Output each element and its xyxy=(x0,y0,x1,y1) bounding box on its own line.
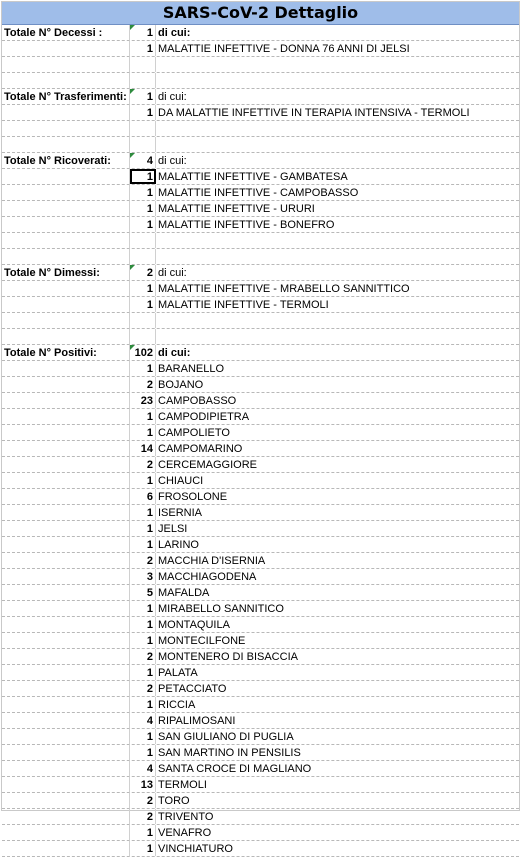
count-value: 4 xyxy=(146,763,153,775)
description-cell[interactable]: TRIVENTO xyxy=(158,811,214,823)
description-cell[interactable]: di cui: xyxy=(158,347,191,359)
row-label-cell[interactable] xyxy=(2,137,130,152)
description-cell[interactable] xyxy=(156,121,519,136)
row-label-cell[interactable] xyxy=(2,361,130,376)
count-cell[interactable] xyxy=(130,457,156,472)
row-label-cell[interactable] xyxy=(2,441,130,456)
row-label-cell[interactable] xyxy=(2,281,130,296)
row-label-cell[interactable] xyxy=(2,57,130,72)
description-cell[interactable]: CAMPOLIETO xyxy=(158,427,230,439)
description-cell[interactable] xyxy=(156,233,519,248)
count-cell[interactable] xyxy=(130,537,156,552)
count-value: 1 xyxy=(146,635,153,647)
table-row xyxy=(2,377,519,393)
count-cell[interactable] xyxy=(130,681,156,696)
row-label-cell[interactable] xyxy=(2,633,130,648)
count-cell[interactable] xyxy=(130,41,156,56)
table-row xyxy=(2,425,519,441)
count-cell[interactable] xyxy=(130,153,156,168)
count-value: 1 xyxy=(146,699,153,711)
count-value: 2 xyxy=(146,795,153,807)
row-label-cell[interactable] xyxy=(2,297,130,312)
count-cell[interactable] xyxy=(130,249,156,264)
count-cell[interactable] xyxy=(130,73,156,88)
table-row xyxy=(2,73,519,89)
count-cell[interactable] xyxy=(130,345,156,360)
count-cell[interactable] xyxy=(130,57,156,72)
table-row xyxy=(2,617,519,633)
description-cell[interactable]: LARINO xyxy=(158,539,199,551)
count-cell[interactable] xyxy=(130,265,156,280)
table-row xyxy=(2,585,519,601)
description-cell[interactable] xyxy=(156,57,519,72)
row-label-cell[interactable] xyxy=(2,809,130,824)
count-cell[interactable] xyxy=(130,633,156,648)
row-label-cell[interactable] xyxy=(2,505,130,520)
description-cell[interactable]: BOJANO xyxy=(158,379,204,391)
row-label-cell[interactable]: Totale N° Trasferimenti: xyxy=(2,89,130,104)
row-label-cell[interactable] xyxy=(2,777,130,792)
table-row xyxy=(2,393,519,409)
row-label-cell[interactable] xyxy=(2,169,130,184)
table-row xyxy=(2,153,519,169)
table-row xyxy=(2,233,519,249)
description-cell[interactable]: TERMOLI xyxy=(158,779,207,791)
count-value: 1 xyxy=(146,363,153,375)
count-cell[interactable] xyxy=(130,217,156,232)
count-value: 2 xyxy=(146,267,153,279)
description-cell[interactable]: MAFALDA xyxy=(158,587,210,599)
table-row xyxy=(2,89,519,105)
spreadsheet xyxy=(1,1,520,855)
table-row xyxy=(2,633,519,649)
description-cell[interactable]: CERCEMAGGIORE xyxy=(158,459,258,471)
table-row xyxy=(2,697,519,713)
row-label-cell[interactable] xyxy=(2,841,130,856)
table-row xyxy=(2,489,519,505)
count-cell[interactable] xyxy=(130,649,156,664)
count-value: 13 xyxy=(140,779,153,791)
description-cell[interactable]: BARANELLO xyxy=(158,363,225,375)
count-value: 4 xyxy=(146,155,153,167)
count-value: 1 xyxy=(146,43,153,55)
table-row xyxy=(2,409,519,425)
table-row xyxy=(2,761,519,777)
table-row xyxy=(2,41,519,57)
table-row xyxy=(2,297,519,313)
table-row xyxy=(2,441,519,457)
table-row xyxy=(2,57,519,73)
row-label-cell[interactable] xyxy=(2,457,130,472)
description-cell[interactable]: di cui: xyxy=(158,27,191,39)
table-row xyxy=(2,265,519,281)
row-label-cell[interactable] xyxy=(2,601,130,616)
row-label-cell[interactable] xyxy=(2,473,130,488)
description-cell[interactable]: FROSOLONE xyxy=(158,491,228,503)
count-value: 1 xyxy=(146,107,153,119)
row-label-cell[interactable] xyxy=(2,825,130,840)
table-row xyxy=(2,105,519,121)
count-value: 1 xyxy=(146,411,153,423)
row-label-cell[interactable] xyxy=(2,569,130,584)
row-label-cell[interactable] xyxy=(2,201,130,216)
table-row xyxy=(2,281,519,297)
table-row xyxy=(2,601,519,617)
row-label-cell[interactable] xyxy=(2,409,130,424)
table-row xyxy=(2,537,519,553)
row-label-cell[interactable] xyxy=(2,425,130,440)
description-cell[interactable]: MALATTIE INFETTIVE - GAMBATESA xyxy=(158,171,348,183)
table-row xyxy=(2,345,519,361)
row-label-cell[interactable] xyxy=(2,793,130,808)
comment-indicator-icon xyxy=(130,153,135,158)
description-cell[interactable]: MONTAQUILA xyxy=(158,619,230,631)
row-label-cell[interactable] xyxy=(2,665,130,680)
count-value: 1 xyxy=(146,507,153,519)
description-cell[interactable]: MALATTIE INFETTIVE - CAMPOBASSO xyxy=(158,187,359,199)
table-row xyxy=(2,137,519,153)
count-value: 1 xyxy=(146,475,153,487)
table-row xyxy=(2,521,519,537)
selected-count-cell[interactable] xyxy=(130,169,156,184)
count-value: 1 xyxy=(146,539,153,551)
row-label-cell[interactable] xyxy=(2,233,130,248)
count-value: 14 xyxy=(140,443,153,455)
table-row xyxy=(2,313,519,329)
comment-indicator-icon xyxy=(130,265,135,270)
count-value: 102 xyxy=(134,347,153,359)
row-label-cell[interactable] xyxy=(2,553,130,568)
description-cell[interactable]: di cui: xyxy=(158,267,187,279)
count-value: 1 xyxy=(146,187,153,199)
description-cell[interactable]: di cui: xyxy=(158,155,187,167)
row-label-cell[interactable] xyxy=(2,681,130,696)
count-cell[interactable] xyxy=(130,25,156,40)
table-body xyxy=(2,25,519,857)
count-value: 1 xyxy=(146,299,153,311)
count-value: 1 xyxy=(146,91,153,103)
count-cell[interactable] xyxy=(130,825,156,840)
comment-indicator-icon xyxy=(130,345,135,350)
table-row xyxy=(2,825,519,841)
table-row xyxy=(2,249,519,265)
table-row xyxy=(2,169,519,185)
count-cell[interactable] xyxy=(130,601,156,616)
description-cell[interactable]: VENAFRO xyxy=(158,827,212,839)
row-label-cell[interactable] xyxy=(2,761,130,776)
count-value: 2 xyxy=(146,555,153,567)
count-cell[interactable] xyxy=(130,121,156,136)
count-value: 1 xyxy=(146,203,153,215)
count-cell[interactable] xyxy=(130,585,156,600)
count-value: 2 xyxy=(146,651,153,663)
count-cell[interactable] xyxy=(130,793,156,808)
count-cell[interactable] xyxy=(130,761,156,776)
count-cell[interactable] xyxy=(130,713,156,728)
count-cell[interactable] xyxy=(130,89,156,104)
description-cell[interactable]: PETACCIATO xyxy=(158,683,227,695)
description-cell[interactable] xyxy=(156,73,519,88)
description-cell[interactable]: CAMPOBASSO xyxy=(158,395,237,407)
row-label-cell[interactable] xyxy=(2,489,130,504)
table-row xyxy=(2,121,519,137)
description-cell[interactable]: MONTENERO DI BISACCIA xyxy=(158,651,298,663)
description-cell[interactable] xyxy=(156,249,519,264)
count-cell[interactable] xyxy=(130,745,156,760)
description-cell[interactable]: CAMPOMARINO xyxy=(158,443,243,455)
count-value: 2 xyxy=(146,459,153,471)
row-label-cell[interactable] xyxy=(2,729,130,744)
count-value: 1 xyxy=(146,427,153,439)
row-label-cell[interactable] xyxy=(2,121,130,136)
count-value: 23 xyxy=(140,395,153,407)
row-label-cell[interactable] xyxy=(2,585,130,600)
description-cell[interactable]: JELSI xyxy=(158,523,188,535)
table-row xyxy=(2,505,519,521)
count-value: 1 xyxy=(146,27,153,39)
count-value: 2 xyxy=(146,683,153,695)
count-cell[interactable] xyxy=(130,393,156,408)
table-row xyxy=(2,553,519,569)
table-row xyxy=(2,457,519,473)
description-cell[interactable]: MALATTIE INFETTIVE - BONEFRO xyxy=(158,219,335,231)
count-value: 1 xyxy=(146,171,153,183)
row-label-cell[interactable] xyxy=(2,713,130,728)
count-value: 1 xyxy=(146,283,153,295)
description-cell[interactable]: SAN MARTINO IN PENSILIS xyxy=(158,747,301,759)
table-row xyxy=(2,713,519,729)
count-cell[interactable] xyxy=(130,505,156,520)
count-value: 5 xyxy=(146,587,153,599)
row-label-cell[interactable] xyxy=(2,249,130,264)
description-cell[interactable]: MALATTIE INFETTIVE - TERMOLI xyxy=(158,299,329,311)
count-cell[interactable] xyxy=(130,665,156,680)
count-value: 2 xyxy=(146,379,153,391)
count-cell[interactable] xyxy=(130,729,156,744)
description-cell[interactable]: RICCIA xyxy=(158,699,196,711)
description-cell[interactable]: PALATA xyxy=(158,667,198,679)
count-cell[interactable] xyxy=(130,489,156,504)
row-label-cell[interactable] xyxy=(2,41,130,56)
row-label-cell[interactable] xyxy=(2,73,130,88)
description-cell[interactable]: MIRABELLO SANNITICO xyxy=(158,603,284,615)
table-row xyxy=(2,809,519,825)
count-cell[interactable] xyxy=(130,313,156,328)
row-label-cell[interactable] xyxy=(2,649,130,664)
sheet-title: SARS-CoV-2 Dettaglio xyxy=(2,2,519,25)
count-cell[interactable] xyxy=(130,137,156,152)
count-cell[interactable] xyxy=(130,777,156,792)
description-cell[interactable]: MACCHIA D'ISERNIA xyxy=(158,555,266,567)
row-label-cell[interactable]: Totale N° Ricoverati: xyxy=(2,153,130,168)
count-cell[interactable] xyxy=(130,233,156,248)
count-value: 1 xyxy=(146,667,153,679)
comment-indicator-icon xyxy=(130,89,135,94)
description-cell[interactable]: MALATTIE INFETTIVE - URURI xyxy=(158,203,315,215)
row-label-cell[interactable] xyxy=(2,105,130,120)
description-cell[interactable] xyxy=(156,329,519,344)
description-cell[interactable]: RIPALIMOSANI xyxy=(158,715,236,727)
table-row xyxy=(2,473,519,489)
description-cell[interactable]: SANTA CROCE DI MAGLIANO xyxy=(158,763,312,775)
count-cell[interactable] xyxy=(130,361,156,376)
count-cell[interactable] xyxy=(130,521,156,536)
count-cell[interactable] xyxy=(130,569,156,584)
count-cell[interactable] xyxy=(130,105,156,120)
row-label-cell[interactable] xyxy=(2,217,130,232)
count-value: 1 xyxy=(146,843,153,855)
count-cell[interactable] xyxy=(130,425,156,440)
count-cell[interactable] xyxy=(130,281,156,296)
count-cell[interactable] xyxy=(130,697,156,712)
count-value: 2 xyxy=(146,811,153,823)
description-cell[interactable]: VINCHIATURO xyxy=(158,843,233,855)
description-cell[interactable]: DA MALATTIE INFETTIVE IN TERAPIA INTENSIVA - TERMOLI xyxy=(158,107,470,119)
description-cell[interactable] xyxy=(156,137,519,152)
description-cell[interactable]: CAMPODIPIETRA xyxy=(158,411,250,423)
row-label-cell[interactable] xyxy=(2,329,130,344)
row-label-cell[interactable] xyxy=(2,617,130,632)
count-cell[interactable] xyxy=(130,297,156,312)
count-cell[interactable] xyxy=(130,185,156,200)
table-row xyxy=(2,793,519,809)
table-row xyxy=(2,329,519,345)
row-label-cell[interactable]: Totale N° Positivi: xyxy=(2,345,130,360)
description-cell[interactable]: CHIAUCI xyxy=(158,475,204,487)
count-cell[interactable] xyxy=(130,617,156,632)
table-row xyxy=(2,777,519,793)
description-cell[interactable]: MACCHIAGODENA xyxy=(158,571,257,583)
row-label-cell[interactable]: Totale N° Dimessi: xyxy=(2,265,130,280)
count-value: 1 xyxy=(146,747,153,759)
table-row xyxy=(2,25,519,41)
count-value: 1 xyxy=(146,619,153,631)
row-label-cell[interactable] xyxy=(2,313,130,328)
comment-indicator-icon xyxy=(130,25,135,30)
row-label-cell[interactable] xyxy=(2,185,130,200)
row-label-cell[interactable] xyxy=(2,393,130,408)
count-cell[interactable] xyxy=(130,473,156,488)
table-row xyxy=(2,729,519,745)
description-cell[interactable]: di cui: xyxy=(158,91,187,103)
count-cell[interactable] xyxy=(130,329,156,344)
table-row xyxy=(2,569,519,585)
row-label-cell[interactable] xyxy=(2,745,130,760)
table-row xyxy=(2,649,519,665)
count-cell[interactable] xyxy=(130,441,156,456)
row-label-cell[interactable] xyxy=(2,537,130,552)
table-row xyxy=(2,361,519,377)
description-cell[interactable]: SAN GIULIANO DI PUGLIA xyxy=(158,731,294,743)
description-cell[interactable]: TORO xyxy=(158,795,190,807)
count-value: 1 xyxy=(146,219,153,231)
description-cell[interactable] xyxy=(156,313,519,328)
description-cell[interactable]: MALATTIE INFETTIVE - DONNA 76 ANNI DI JELSI xyxy=(158,43,410,55)
count-value: 1 xyxy=(146,603,153,615)
table-row xyxy=(2,681,519,697)
count-cell[interactable] xyxy=(130,201,156,216)
row-label-cell[interactable] xyxy=(2,521,130,536)
count-cell[interactable] xyxy=(130,553,156,568)
table-row xyxy=(2,841,519,857)
count-value: 1 xyxy=(146,523,153,535)
table-row xyxy=(2,665,519,681)
row-label-cell[interactable]: Totale N° Decessi : xyxy=(2,25,130,40)
table-row xyxy=(2,185,519,201)
description-cell[interactable]: ISERNIA xyxy=(158,507,203,519)
table-row xyxy=(2,745,519,761)
count-cell[interactable] xyxy=(130,809,156,824)
count-value: 1 xyxy=(146,827,153,839)
description-cell[interactable]: MONTECILFONE xyxy=(158,635,246,647)
row-label-cell[interactable] xyxy=(2,377,130,392)
count-value: 1 xyxy=(146,731,153,743)
count-value: 4 xyxy=(146,715,153,727)
table-row xyxy=(2,217,519,233)
row-label-cell[interactable] xyxy=(2,697,130,712)
count-cell[interactable] xyxy=(130,377,156,392)
count-value: 3 xyxy=(146,571,153,583)
table-row xyxy=(2,201,519,217)
description-cell[interactable]: MALATTIE INFETTIVE - MRABELLO SANNITTICO xyxy=(158,283,410,295)
count-cell[interactable] xyxy=(130,841,156,856)
count-cell[interactable] xyxy=(130,409,156,424)
count-value: 6 xyxy=(146,491,153,503)
